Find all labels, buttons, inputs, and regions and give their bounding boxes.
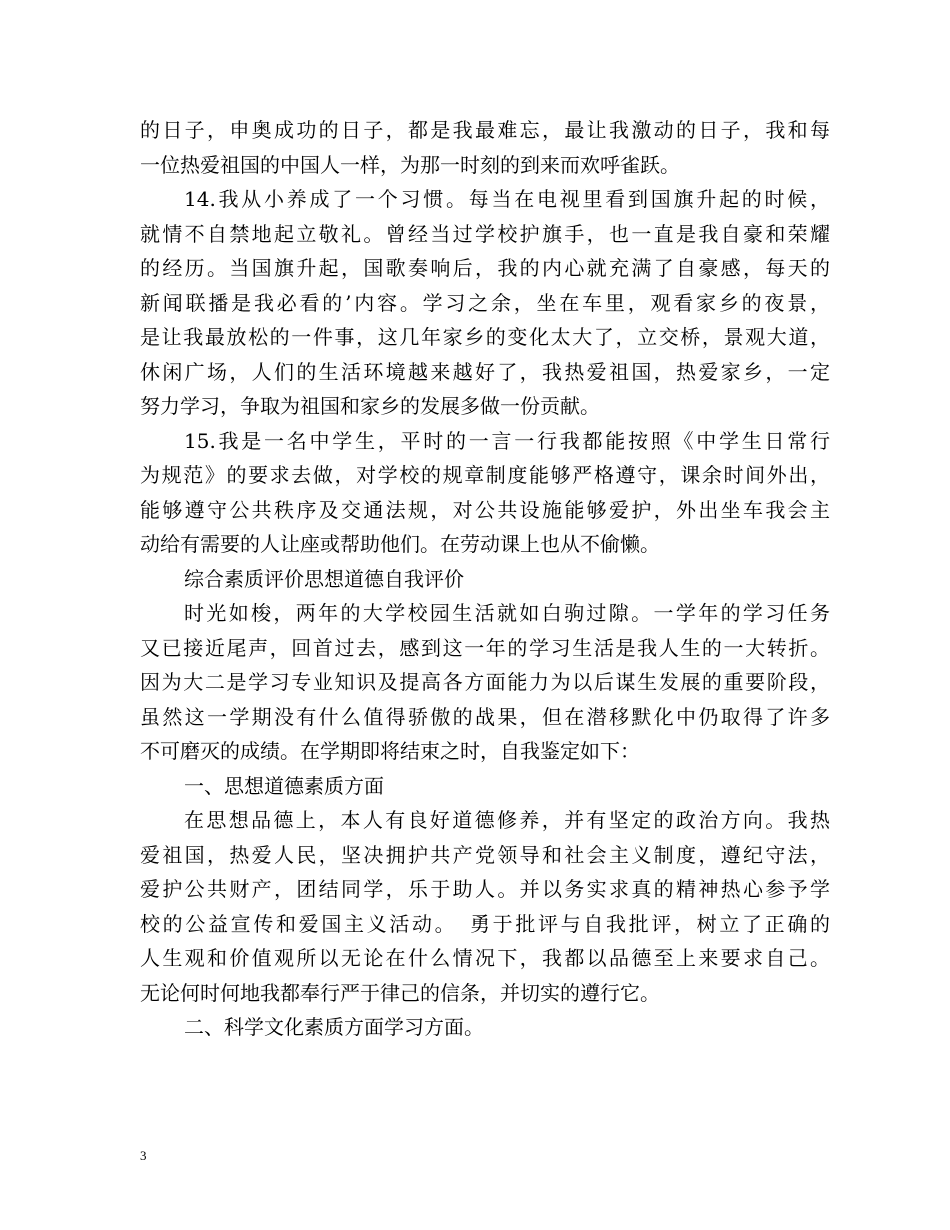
- text-line: 是让我最放松的一件事，这几年家乡的变化太大了，立交桥，景观大道，: [140, 325, 830, 349]
- document-body: [140, 113, 830, 1045]
- text-line: 为规范》的要求去做，对学校的规章制度能够严格遵守，课余时间外出，: [140, 463, 830, 487]
- text-line: 爱护公共财产，团结同学，乐于助人。并以务实求真的精神热心参予学: [140, 877, 830, 901]
- text-line: 一、思想道德素质方面: [184, 773, 384, 798]
- text-line: 综合素质评价思想道德自我评价: [184, 566, 464, 591]
- text-line: 能够遵守公共秩序及交通法规，对公共设施能够爱护，外出坐车我会主: [140, 497, 830, 522]
- text-line: 不可磨灭的成绩。在学期即将结束之时，自我鉴定如下：: [140, 739, 640, 763]
- text-line: 一位热爱祖国的中国人一样，为那一时刻的到来而欢呼雀跃。: [140, 152, 680, 177]
- text-line: 14.我从小养成了一个习惯。每当在电视里看到国旗升起的时候，: [184, 187, 830, 211]
- text-line: 校的公益宣传和爱国主义活动。 勇于批评与自我批评，树立了正确的: [140, 911, 830, 936]
- text-line: 爱祖国，热爱人民，坚决拥护共产党领导和社会主义制度，遵纪守法，: [140, 842, 830, 867]
- text-line: 努力学习，争取为祖国和家乡的发展多做一份贡献。: [140, 394, 600, 418]
- text-line: 就情不自禁地起立敬礼。曾经当过学校护旗手，也一直是我自豪和荣耀: [140, 221, 830, 246]
- text-line: 的日子，申奥成功的日子，都是我最难忘，最让我激动的日子，我和每: [140, 118, 830, 142]
- text-line: 因为大二是学习专业知识及提高各方面能力为以后谋生发展的重要阶段，: [140, 670, 830, 694]
- page-number: 3: [140, 1148, 147, 1163]
- text-line: 的经历。当国旗升起，国歌奏响后，我的内心就充满了自豪感，每天的: [140, 256, 830, 280]
- text-line: 休闲广场，人们的生活环境越来越好了，我热爱祖国，热爱家乡，一定: [140, 359, 830, 384]
- text-line: 人生观和价值观所以无论在什么情况下，我都以品德至上来要求自己。: [140, 946, 830, 970]
- text-line: 无论何时何地我都奉行严于律己的信条，并切实的遵行它。: [140, 980, 660, 1005]
- text-line: 又已接近尾声，回首过去，感到这一年的学习生活是我人生的一大转折。: [140, 635, 830, 660]
- text-line: 15.我是一名中学生，平时的一言一行我都能按照《中学生日常行: [184, 428, 830, 453]
- text-line: 新闻联播是我必看的’内容。学习之余，坐在车里，观看家乡的夜景，: [140, 290, 830, 315]
- text-line: 在思想品德上，本人有良好道德修养，并有坚定的政治方向。我热: [184, 808, 830, 832]
- text-line: 二、科学文化素质方面学习方面。: [184, 1015, 484, 1039]
- text-line: 时光如梭，两年的大学校园生活就如白驹过隙。一学年的学习任务: [184, 601, 830, 625]
- text-line: 动给有需要的人让座或帮助他们。在劳动课上也从不偷懒。: [140, 532, 660, 556]
- text-line: 虽然这一学期没有什么值得骄傲的战果，但在潜移默化中仍取得了许多: [140, 704, 830, 729]
